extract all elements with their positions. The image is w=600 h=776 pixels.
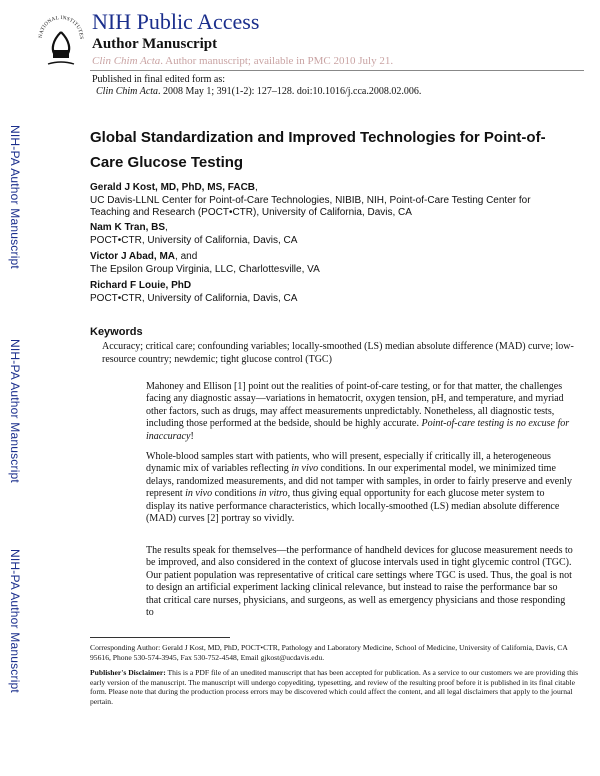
logo-text: NATIONAL INSTITUTES [37,14,85,40]
author-name: Victor J Abad, MA [90,251,176,262]
footnote-divider [90,637,230,638]
header-divider [90,70,584,71]
body-paragraph-1: Mahoney and Ellison [1] point out the realities of point-of-care testing, or for that matter, the challenges facing any diagnostic assay—variations in hematocrit, oxygen tension, pH, and temperature, and myriad other factors, such as drugs, may affect measurements unpredictably. Nonetheless, all diagnostic tests, including those performed at the bedside, should be highly accurate. Point-of-care testing is no excuse for inaccuracy! [146,381,570,442]
availability-line [92,55,393,67]
author-affiliation: POCT•CTR, University of California, Davis, CA [90,292,298,304]
author-block-3: Victor J Abad, MA, and The Epsilon Group Virginia, LLC, Charlottesville, VA [90,251,320,275]
keywords-heading: Keywords [90,326,143,338]
citation-line [96,86,421,97]
author-affiliation: The Epsilon Group Virginia, LLC, Charlottesville, VA [90,263,320,275]
author-name: Richard F Louie, PhD [90,280,192,291]
author-name: Nam K Tran, BS [90,222,166,233]
author-block-1: Gerald J Kost, MD, PhD, MS, FACB, UC Davis-LLNL Center for Point-of-Care Technologies, NIBIB, NIH, Point-of-Care Testing Center for Teaching and Research (POCT•CTR), University of California, Davis, CA [90,182,531,218]
published-label: Published in final edited form as: [92,74,226,85]
nih-logo [36,6,86,68]
body-paragraph-3: The results speak for themselves—the performance of handheld devices for glucose measurement needs to be improved, and also considered in the context of glucose intervals used in tight glycemic control (TGC). Our patient population was representative of critical care settings where TGC is used. Thus, the goal is not to design an artificial experiment lacking clinical relevance, but instead to raise the performance bar so that critical care nurses, physicians, and surgeons, as well as emergency physicians and those responding to [146,545,573,619]
body-paragraph-2: Whole-blood samples start with patients, who will present, especially if critically ill, a heterogeneous dynamic mix of variables reflecting in vivo conditions. In our experimental model, we minimized time delays, randomized measurements, and did not tamper with samples, in order to fairly preserve and evenly represent in vivo conditions in vitro, thus giving equal opportunity for each glucose meter system to display its native performance characteristics, which locally-smoothed (LS) median absolute difference (MAD) curves [2] portray so vividly. [146,451,572,525]
corresponding-author-note: Corresponding Author: Gerald J Kost, MD, PhD, POCT•CTR, Pathology and Laboratory Medicine, School of Medicine, University of California, Davis, CA 95616, Phone 530-574-3945, Fax 530-752-4548, Email gjkost@ucdavis.edu. [90,643,568,662]
author-block-2: Nam K Tran, BS, POCT•CTR, University of California, Davis, CA [90,222,298,246]
journal-abbrev: Clin Chim Acta [92,55,161,67]
side-label-1: NIH-PA Author Manuscript [8,125,22,269]
author-affiliation: UC Davis-LLNL Center for Point-of-Care Technologies, NIBIB, NIH, Point-of-Care Testing Center for Teaching and Research (POCT•CTR), University of California, Davis, CA [90,194,531,218]
article-title: Global Standardization and Improved Technologies for Point-of-Care Glucose Testing [90,129,546,171]
availability-text: . Author manuscript; available in PMC 2010 July 21. [160,55,394,67]
nih-seal-icon [36,6,86,68]
keywords-text: Accuracy; critical care; confounding variables; locally-smoothed (LS) median absolute difference (MAD) curve; low-resource country; newdemic; tight glucose control (TGC) [102,341,574,365]
publisher-disclaimer: Publisher's Disclaimer: This is a PDF file of an unedited manuscript that has been accepted for publication. As a service to our customers we are providing this early version of the manuscript. The manuscript will undergo copyediting, typesetting, and review of the resulting proof before it is published in its final citable form. Please note that during the production process errors may be discovered which could affect the content, and all legal disclaimers that apply to the journal pertain. [90,668,579,706]
author-name: Gerald J Kost, MD, PhD, MS, FACB [90,182,256,193]
author-manuscript-label: Author Manuscript [92,36,218,52]
citation-text: . 2008 May 1; 391(1-2): 127–128. doi:10.1016/j.cca.2008.02.006. [158,86,422,97]
side-label-2: NIH-PA Author Manuscript [8,339,22,483]
author-affiliation: POCT•CTR, University of California, Davis, CA [90,234,298,246]
citation-journal: Clin Chim Acta [96,86,159,97]
side-label-3: NIH-PA Author Manuscript [8,549,22,693]
nih-public-access-title: NIH Public Access [92,9,260,34]
author-block-4 [90,280,550,305]
